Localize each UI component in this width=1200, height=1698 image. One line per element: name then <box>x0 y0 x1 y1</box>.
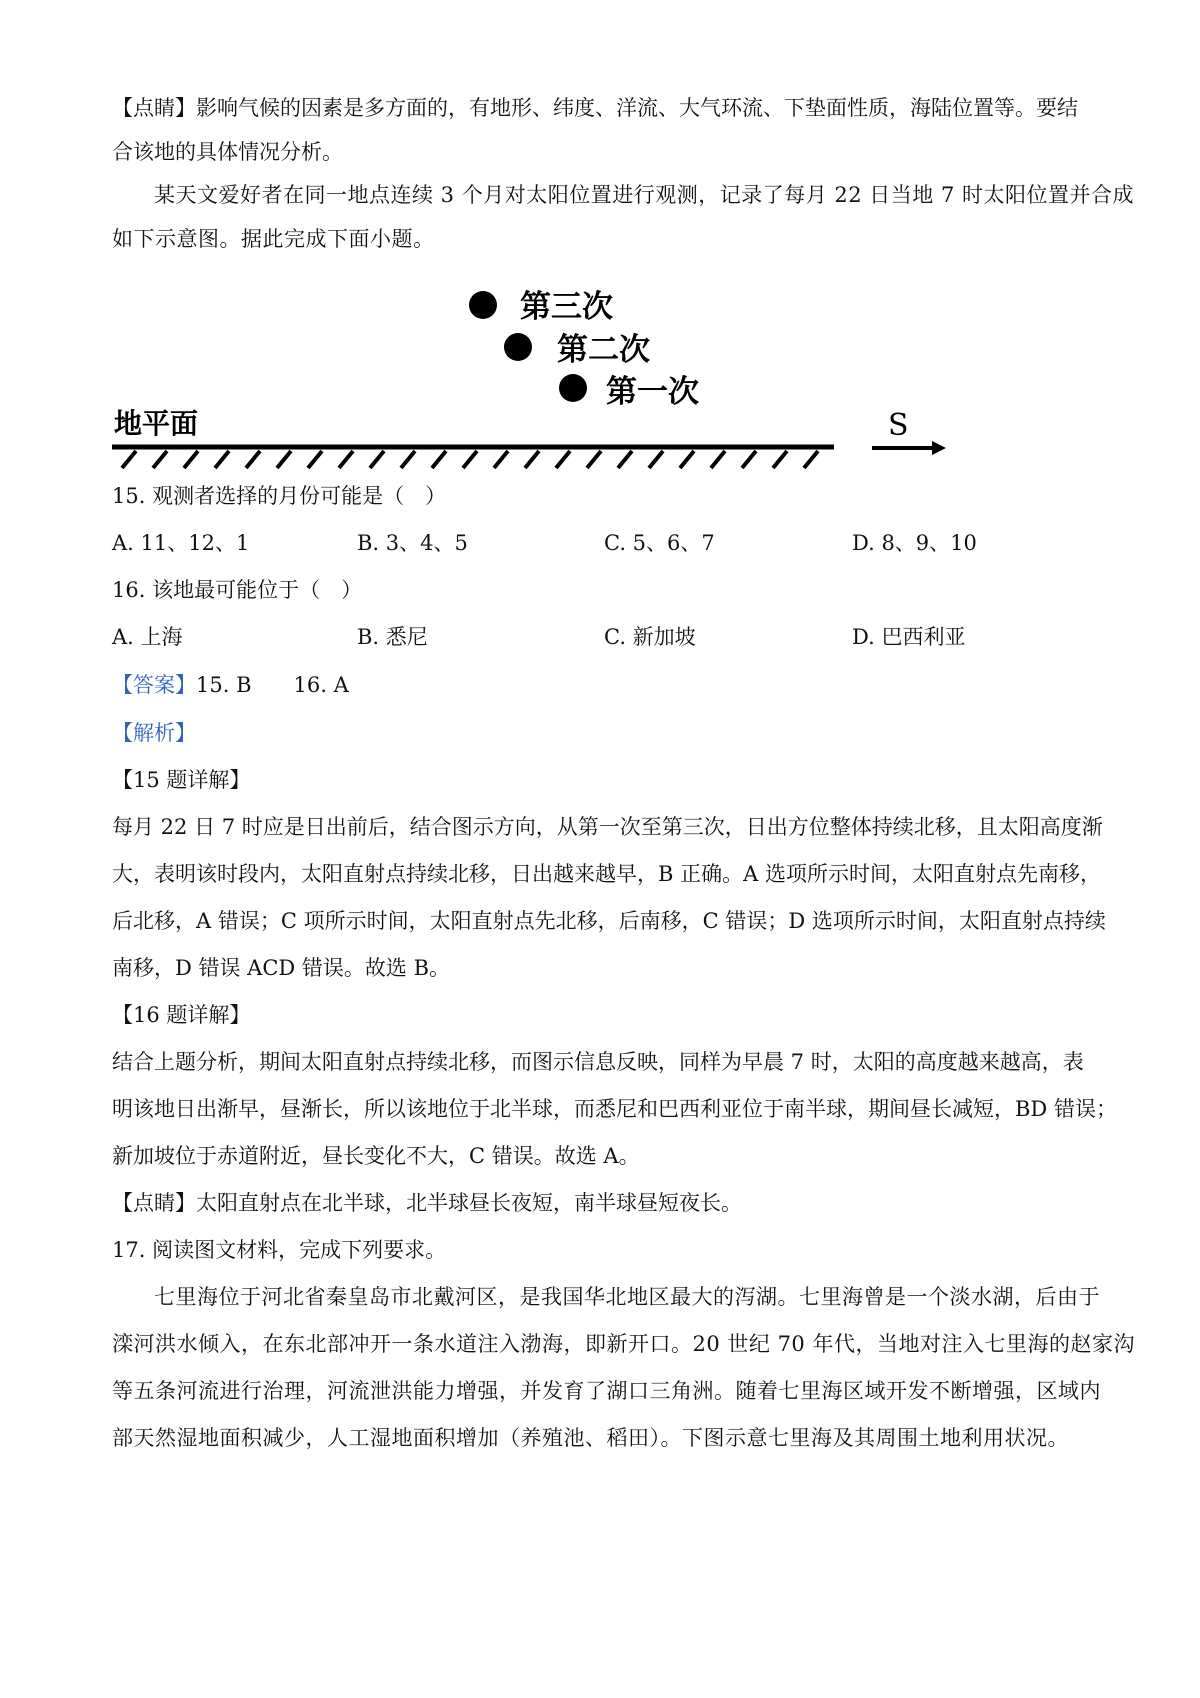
q15-option-b: B. 3、4、5 <box>357 531 468 555</box>
hatch-mark <box>587 451 601 468</box>
sun-label-second: 第二次 <box>557 332 650 368</box>
q15-detail-line: 南移，D 错误 ACD 错误。故选 B。 <box>112 956 451 980</box>
horizon-label: 地平面 <box>114 407 199 440</box>
q16-stem: 16. 该地最可能位于（ ） <box>112 578 363 602</box>
q15-detail-line: 大，表明该时段内，太阳直射点持续北移，日出越来越早，B 正确。A 选项所示时间，太阳直射点先南移， <box>112 862 1101 886</box>
tip-paragraph-line: 【点睛】影响气候的因素是多方面的，有地形、纬度、洋流、大气环流、下垫面性质，海陆位置等。要结 <box>112 96 1078 120</box>
hatch-mark <box>122 451 136 468</box>
hatch-mark <box>370 451 384 468</box>
q15-option-c: C. 5、6、7 <box>604 531 715 555</box>
q16-detail-line: 明该地日出渐早，昼渐长，所以该地位于北半球，而悉尼和巴西利亚位于南半球，期间昼长减短，BD 错误； <box>112 1097 1117 1121</box>
hatch-mark <box>649 451 663 468</box>
q15-detail-title: 【15 题详解】 <box>112 768 251 792</box>
hatch-mark <box>246 451 260 468</box>
sun-dot-second <box>504 333 532 361</box>
hatch-mark <box>618 451 632 468</box>
hatch-mark <box>401 451 415 468</box>
tip-line: 【点睛】太阳直射点在北半球，北半球昼长夜短，南半球昼短夜长。 <box>112 1191 742 1215</box>
hatch-mark <box>525 451 539 468</box>
q15-detail-line: 每月 22 日 7 时应是日出前后，结合图示方向，从第一次至第三次，日出方位整体持续北移，且太阳高度渐 <box>112 815 1103 839</box>
sun-label-first: 第一次 <box>606 374 699 410</box>
q16-detail-line: 结合上题分析，期间太阳直射点持续北移，而图示信息反映，同样为早晨 7 时，太阳的高度越来越高，表 <box>112 1050 1084 1074</box>
tip-paragraph-line: 合该地的具体情况分析。 <box>112 140 343 164</box>
hatch-mark <box>432 451 446 468</box>
hatch-mark <box>339 451 353 468</box>
q17-material-line: 部天然湿地面积减少，人工湿地面积增加（养殖池、稻田）。下图示意七里海及其周围土地利用状况。 <box>112 1426 1069 1450</box>
answer-text: 15. B 16. A <box>196 673 349 697</box>
intro-paragraph-line: 某天文爱好者在同一地点连续 3 个月对太阳位置进行观测，记录了每月 22 日当地 7 时太阳位置并合成 <box>154 183 1134 207</box>
q16-detail-line: 新加坡位于赤道附近，昼长变化不大，C 错误。故选 A。 <box>112 1144 640 1168</box>
q15-option-d: D. 8、9、10 <box>852 531 977 555</box>
hatch-mark <box>215 451 229 468</box>
hatch-mark <box>153 451 167 468</box>
q17-material-line: 七里海位于河北省秦皇岛市北戴河区，是我国华北地区最大的泻湖。七里海曾是一个淡水湖，后由于 <box>154 1285 1100 1309</box>
hatch-mark <box>184 451 198 468</box>
q16-option-c: C. 新加坡 <box>604 625 696 649</box>
q16-option-b: B. 悉尼 <box>357 625 428 649</box>
q15-detail-line: 后北移，A 错误；C 项所示时间，太阳直射点先北移，后南移，C 错误；D 选项所示时间，太阳直射点持续 <box>112 909 1106 933</box>
horizon-hatching <box>122 451 818 468</box>
hatch-mark <box>308 451 322 468</box>
sun-position-figure <box>0 255 1200 480</box>
hatch-mark <box>711 451 725 468</box>
hatch-mark <box>463 451 477 468</box>
intro-paragraph-line: 如下示意图。据此完成下面小题。 <box>112 227 435 251</box>
hatch-mark <box>556 451 570 468</box>
hatch-mark <box>680 451 694 468</box>
q16-option-d: D. 巴西利亚 <box>852 625 966 649</box>
hatch-mark <box>742 451 756 468</box>
q17-material-line: 等五条河流进行治理，河流泄洪能力增强，并发育了湖口三角洲。随着七里海区域开发不断增强，区域内 <box>112 1379 1101 1403</box>
q15-stem: 15. 观测者选择的月份可能是（ ） <box>112 484 447 508</box>
q16-detail-title: 【16 题详解】 <box>112 1003 251 1027</box>
q16-option-a: A. 上海 <box>112 625 183 649</box>
sun-dot-first <box>559 374 587 402</box>
answer-tag: 【答案】 <box>112 673 196 697</box>
sun-label-third: 第三次 <box>520 289 613 325</box>
q17-material-line: 滦河洪水倾入，在东北部冲开一条水道注入渤海，即新开口。20 世纪 70 年代，当地对注入七里海的赵家沟 <box>112 1332 1135 1356</box>
hatch-mark <box>804 451 818 468</box>
sun-dot-third <box>469 291 497 319</box>
analysis-tag: 【解析】 <box>112 721 196 745</box>
direction-arrow-icon <box>932 441 946 455</box>
hatch-mark <box>494 451 508 468</box>
q17-stem: 17. 阅读图文材料，完成下列要求。 <box>112 1238 447 1262</box>
direction-label: S <box>888 408 909 443</box>
answer-line <box>112 670 1102 700</box>
hatch-mark <box>773 451 787 468</box>
hatch-mark <box>277 451 291 468</box>
q15-option-a: A. 11、12、1 <box>112 531 250 555</box>
